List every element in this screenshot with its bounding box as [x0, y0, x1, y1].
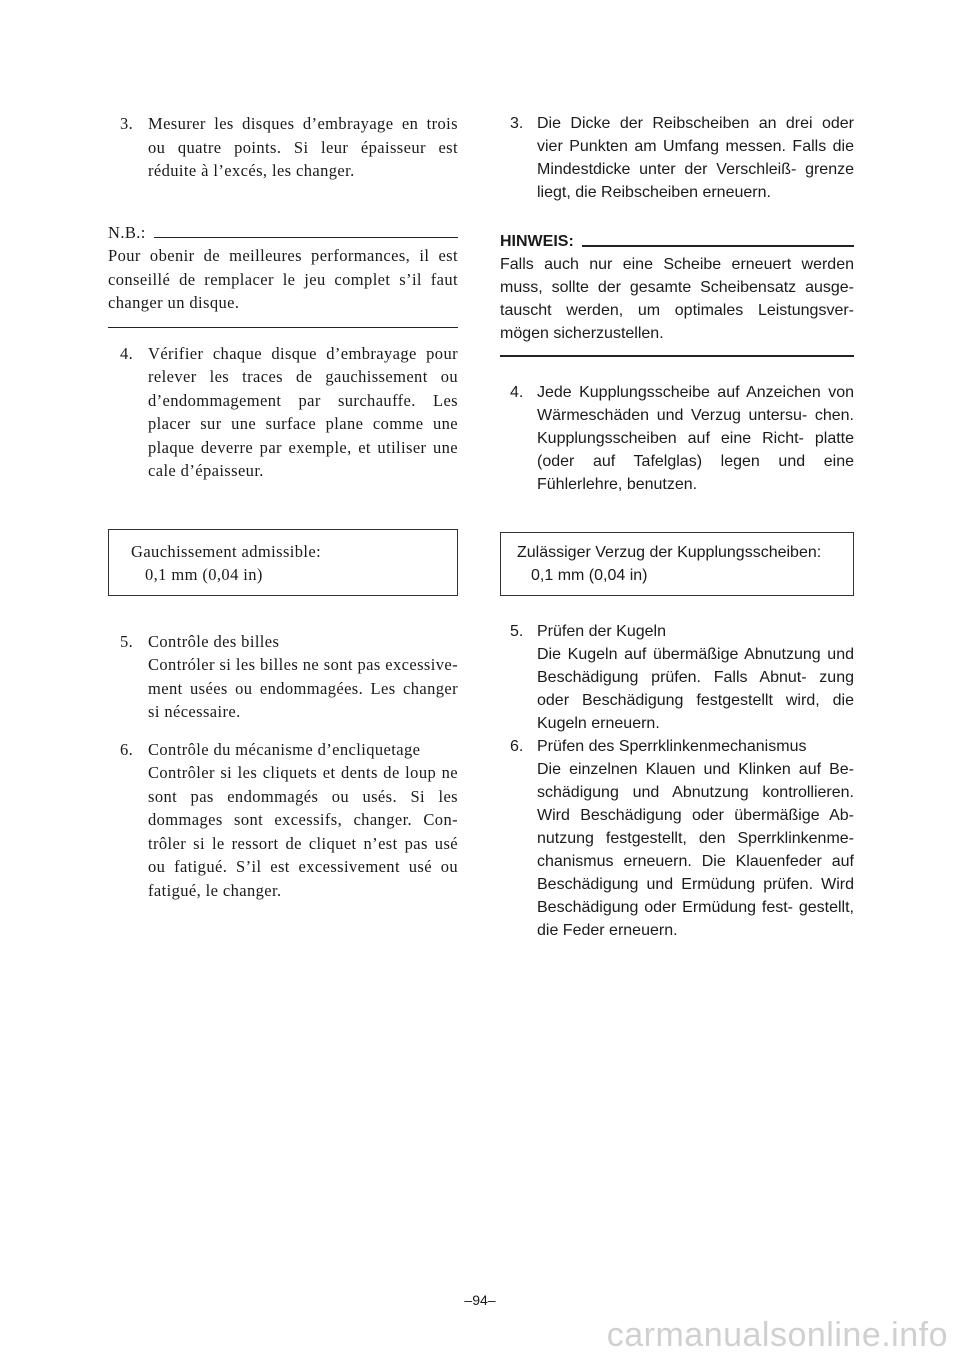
- de-spec-value: 0,1 mm (0,04 in): [531, 567, 648, 584]
- de-item-3-number: 3.: [510, 115, 524, 132]
- fr-item-5-number: 5.: [120, 631, 134, 651]
- de-item-4: [500, 381, 854, 496]
- page-number: –94–: [464, 1292, 496, 1308]
- fr-item-3-number: 3.: [120, 114, 134, 133]
- de-item-5-number: 5.: [510, 623, 524, 640]
- fr-item-3-text: Mesurer les disques d’embrayage en trois ou quatre points. Si leur épaisseur est réduite à l’excés, les changer.: [148, 114, 458, 180]
- fr-item-3: [108, 112, 458, 183]
- fr-note-text: Pour obenir de meilleures performances, il est conseillé de remplacer le jeu complet s’il faut changer un disque.: [108, 244, 458, 328]
- fr-item-6-text: Contrôler si les cliquets et dents de loup ne sont pas endommagés ou usés. Si les dommages sont excessifs, changer. Con- trôler si le ressort de cliquet n’est pas usé ou fatigué. S’il est excessivement usé ou fatigué, le changer.: [148, 763, 458, 900]
- fr-note-heading: [108, 221, 458, 245]
- fr-note-label: N.B.:: [108, 222, 146, 242]
- fr-item-4-text: Vérifier chaque disque d’embrayage pour relever les traces de gauchissement ou d’endommagement par surchauffe. Les placer sur une surface plane comme une plaque deverre par exemple, et utiliser une cale d’épaisseur.: [148, 343, 458, 480]
- de-note-text: Falls auch nur eine Scheibe erneuert werden muss, sollte der gesamte Scheibensatz ausge- tauscht werden, um optimales Leistungsver- mögen sicherzustellen.: [500, 253, 854, 357]
- de-item-4-number: 4.: [510, 384, 524, 401]
- fr-item-5-title: Contrôle des billes: [148, 631, 280, 651]
- de-note-rule: [582, 245, 854, 247]
- de-item-4-text: Jede Kupplungsscheibe auf Anzeichen von Wärmeschäden und Verzug untersu- chen. Kupplungsscheiben auf eine Richt- platte (oder auf Tafelglas) legen und eine Fühlerlehre, benutzen.: [537, 384, 854, 493]
- de-item-6-title: Prüfen des Sperrklinkenmechanismus: [537, 738, 807, 755]
- fr-spec-value: 0,1 mm (0,04 in): [145, 565, 263, 584]
- french-column: [108, 112, 458, 902]
- de-note-heading: [500, 230, 854, 253]
- de-item-5: [500, 620, 854, 735]
- fr-item-6-title: Contrôle du mécanisme d’encliquetage: [148, 739, 421, 759]
- fr-item-5-text: Contróler si les billes ne sont pas excessive- ment usées ou endommagées. Les changer si nécessaire.: [148, 655, 458, 721]
- de-item-6: [500, 735, 854, 942]
- german-column: [500, 112, 854, 942]
- de-item-3-text: Die Dicke der Reibscheiben an drei oder vier Punkten am Umfang messen. Falls die Mindestdicke unter der Verschleiß- grenze liegt, die Reibscheiben erneuern.: [537, 115, 854, 201]
- fr-item-6-number: 6.: [120, 739, 134, 759]
- de-item-3: [500, 112, 854, 204]
- fr-item-6: [108, 738, 458, 903]
- de-item-5-title: Prüfen der Kugeln: [537, 623, 666, 640]
- watermark: carmanualsonline.info: [606, 1316, 948, 1354]
- de-note-label: HINWEIS:: [500, 233, 574, 250]
- fr-note-rule: [154, 237, 458, 238]
- de-spec-box: [500, 532, 854, 596]
- fr-item-4: [108, 342, 458, 483]
- fr-item-5: [108, 630, 458, 724]
- fr-spec-box: [108, 529, 458, 596]
- de-item-6-text: Die einzelnen Klauen und Klinken auf Be- schädigung und Abnutzung kontrollieren. Wird Beschädigung oder übermäßige Ab- nutzung festgestellt, den Sperrklinkenme- chanismus erneuern. Die Klauenfeder auf Beschädigung und Ermüdung prüfen. Wird Beschädigung oder Ermüdung fest- gestellt, die Feder erneuern.: [537, 761, 854, 939]
- de-spec-label: Zulässiger Verzug der Kupplungsscheiben:: [517, 544, 822, 561]
- de-item-6-number: 6.: [510, 738, 524, 755]
- fr-item-4-number: 4.: [120, 343, 134, 363]
- de-item-5-text: Die Kugeln auf übermäßige Abnutzung und Beschädigung prüfen. Falls Abnut- zung oder Beschädigung festgestellt wird, die Kugeln erneuern.: [537, 646, 854, 732]
- fr-spec-label: Gauchissement admissible:: [131, 541, 322, 561]
